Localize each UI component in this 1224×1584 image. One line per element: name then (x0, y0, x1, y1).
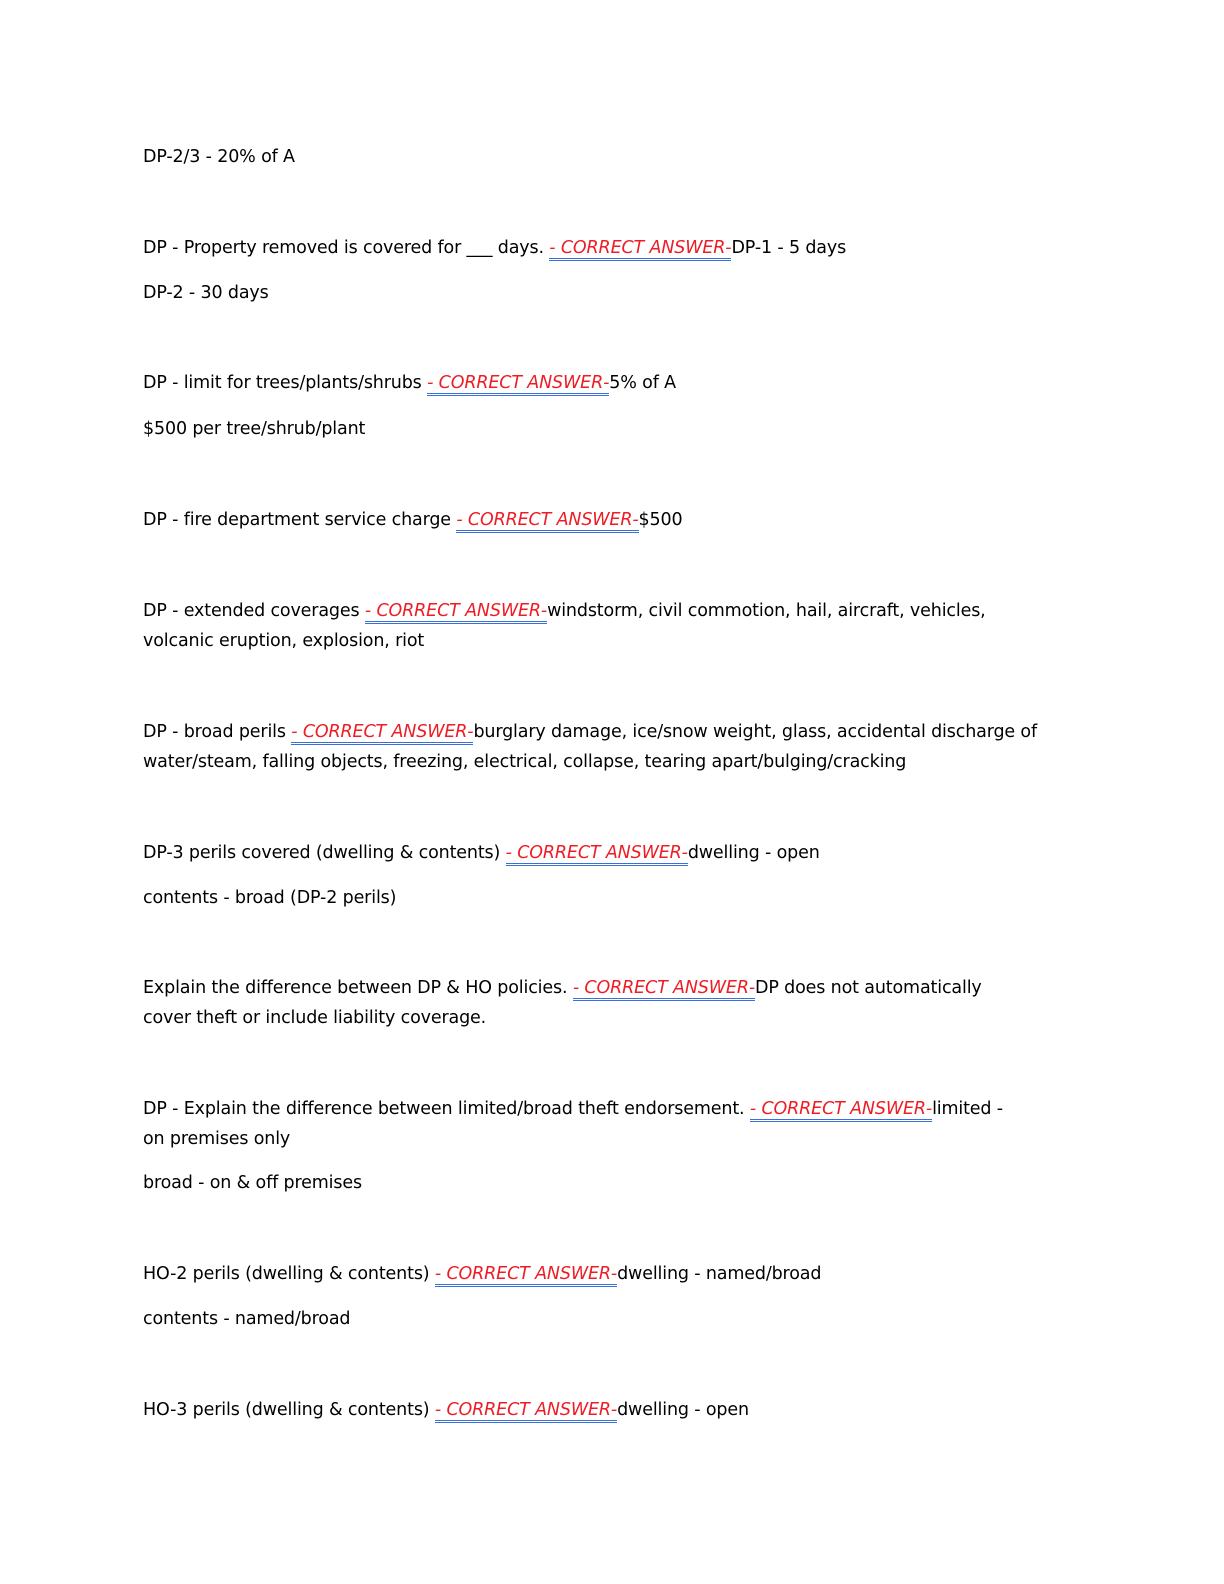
question-line (143, 233, 846, 263)
question-text: HO-3 perils (dwelling & contents) (143, 1400, 435, 1420)
answer-text: 5% of A (609, 373, 676, 393)
answer-text: DP-1 - 5 days (731, 238, 847, 258)
correct-answer-marker: - CORRECT ANSWER- (291, 722, 473, 745)
question-line (143, 717, 1037, 747)
question-line (143, 1395, 749, 1425)
question-text: DP - Explain the difference between limited/broad theft endorsement. (143, 1099, 750, 1119)
answer-text: dwelling - named/broad (617, 1264, 822, 1284)
correct-answer-marker: - CORRECT ANSWER- (750, 1099, 932, 1122)
question-line (143, 368, 676, 398)
line-text: contents - named/broad (143, 1309, 351, 1329)
answer-text: limited - (932, 1099, 1003, 1119)
answer-text: windstorm, civil commotion, hail, aircraft, vehicles, (547, 601, 986, 621)
correct-answer-marker: - CORRECT ANSWER- (365, 601, 547, 624)
answer-text: dwelling - open (687, 843, 820, 863)
text-line (143, 1003, 486, 1033)
correct-answer-marker: - CORRECT ANSWER- (506, 843, 688, 866)
question-text: DP - broad perils (143, 722, 292, 742)
question-line (143, 505, 682, 535)
line-text: broad - on & off premises (143, 1173, 362, 1193)
question-text: Explain the difference between DP & HO policies. (143, 978, 573, 998)
text-line (143, 747, 906, 777)
text-line (143, 883, 396, 913)
question-text: DP - extended coverages (143, 601, 365, 621)
text-line (143, 414, 365, 444)
question-text: DP - Property removed is covered for ___ days. (143, 238, 550, 258)
line-text: DP-2/3 - 20% of A (143, 147, 295, 167)
text-line (143, 1304, 350, 1334)
question-line (143, 596, 986, 626)
correct-answer-marker: - CORRECT ANSWER- (427, 373, 609, 396)
text-line (143, 626, 424, 656)
line-text: cover theft or include liability coverage. (143, 1008, 487, 1028)
answer-text: DP does not automatically (755, 978, 982, 998)
text-line (143, 1124, 290, 1154)
line-text: DP-2 - 30 days (143, 283, 269, 303)
question-text: DP - fire department service charge (143, 510, 457, 530)
question-line (143, 1259, 821, 1289)
line-text: contents - broad (DP-2 perils) (143, 888, 397, 908)
answer-text: burglary damage, ice/snow weight, glass, accidental discharge of (473, 722, 1037, 742)
question-line (143, 1094, 1003, 1124)
question-line (143, 973, 982, 1003)
line-text: volcanic eruption, explosion, riot (143, 631, 425, 651)
correct-answer-marker: - CORRECT ANSWER- (456, 510, 638, 533)
line-text: water/steam, falling objects, freezing, electrical, collapse, tearing apart/bulging/cracking (143, 752, 907, 772)
correct-answer-marker: - CORRECT ANSWER- (573, 978, 755, 1001)
line-text: on premises only (143, 1129, 291, 1149)
line-text: $500 per tree/shrub/plant (143, 419, 366, 439)
question-text: DP - limit for trees/plants/shrubs (143, 373, 428, 393)
answer-text: $500 (638, 510, 683, 530)
answer-text: dwelling - open (617, 1400, 749, 1420)
correct-answer-marker: - CORRECT ANSWER- (435, 1400, 617, 1423)
correct-answer-marker: - CORRECT ANSWER- (435, 1264, 617, 1287)
text-line (143, 278, 269, 308)
correct-answer-marker: - CORRECT ANSWER- (549, 238, 731, 261)
question-line (143, 838, 820, 868)
question-text: DP-3 perils covered (dwelling & contents) (143, 843, 506, 863)
text-line (143, 1168, 362, 1198)
question-text: HO-2 perils (dwelling & contents) (143, 1264, 435, 1284)
text-line (143, 142, 295, 172)
